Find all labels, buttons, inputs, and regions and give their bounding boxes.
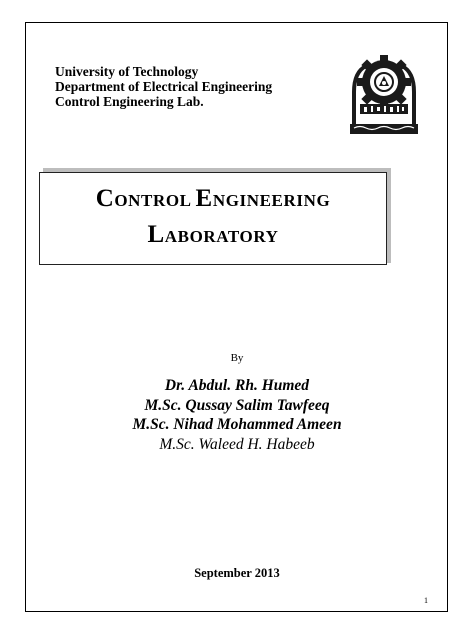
title-initial-c: C (95, 185, 115, 212)
university-name: University of Technology (55, 64, 199, 79)
institution-header (55, 64, 272, 109)
title-initial-l: L (147, 221, 165, 248)
author-name: Dr. Abdul. Rh. Humed (164, 377, 310, 394)
title-word-laboratory: ABORATORY (164, 227, 279, 246)
author-name: M.Sc. Qussay Salim Tawfeeq (144, 396, 330, 414)
university-logo (346, 52, 422, 136)
author-name: M.Sc. Nihad Mohammed Ameen (132, 416, 342, 433)
title-word-control: ONTROL (114, 191, 196, 210)
lab-name: Control Engineering Lab. (55, 94, 204, 109)
title-line-1 (40, 182, 386, 218)
gear-icon (357, 55, 411, 109)
title-box (39, 172, 387, 265)
title-line-2 (40, 218, 386, 254)
title-word-engineering: NGINEERING (212, 191, 331, 210)
publication-date: September 2013 (194, 566, 280, 580)
department-name: Department of Electrical Engineering (55, 79, 273, 94)
page-number: 1 (424, 596, 428, 605)
author-name: M.Sc. Waleed H. Habeeb (159, 435, 315, 453)
author-list (0, 376, 474, 454)
title-initial-e: E (195, 185, 213, 212)
by-label: By (230, 352, 244, 364)
